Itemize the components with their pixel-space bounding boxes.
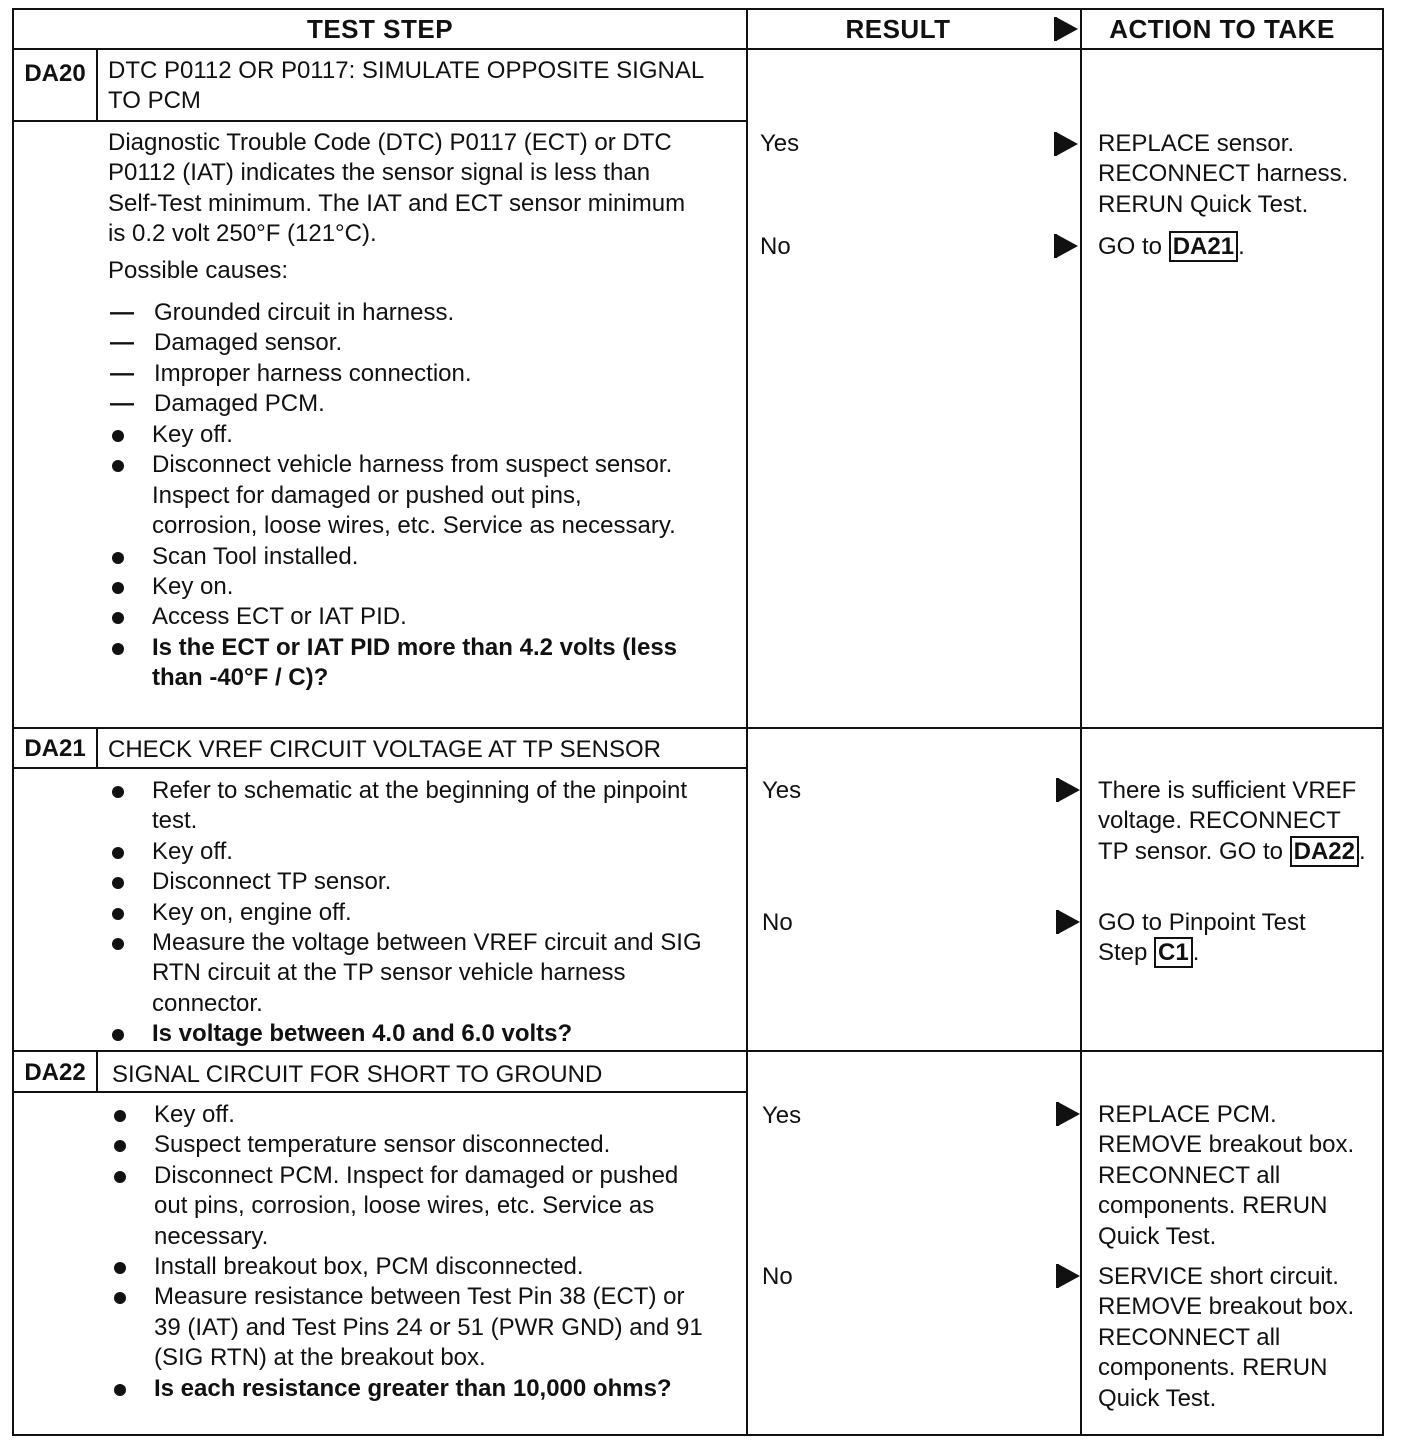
list-item: Access ECT or IAT PID. [108,602,688,632]
list-item: Measure resistance between Test Pin 38 (ECT) or 39 (IAT) and Test Pins 24 or 51 (PWR GND) and 91 (SIG RTN) at the breakout box. [110,1282,710,1373]
list-item: Key on. [108,572,688,602]
bullets-da22 [110,1100,710,1404]
step-reference-link[interactable]: C1 [1154,937,1193,968]
step-title-underline [12,120,748,122]
action-yes-da22: REPLACE PCM. REMOVE breakout box. RECONNECT all components. RERUN Quick Test. [1098,1101,1355,1250]
list-item: Key off. [108,837,708,867]
action-text: . [1238,233,1245,260]
action-text: . [1192,939,1200,967]
step-id-divider [96,1052,98,1092]
action-no-da22: SERVICE short circuit. REMOVE breakout box. RECONNECT all components. RERUN Quick Test. [1098,1263,1355,1412]
result-arrow-icon [1058,778,1080,802]
result-arrow-icon [1058,1102,1080,1126]
step-id-divider [96,50,98,122]
list-item: — Improper harness connection. [110,359,730,389]
list-item: Suspect temperature sensor disconnected. [110,1130,710,1160]
step-id-da20: DA20 [24,60,86,87]
header-test-step: TEST STEP [306,13,454,44]
header-result: RESULT [845,13,951,44]
result-arrow-icon [1058,1264,1080,1288]
result-no-da22: No [762,1263,793,1290]
step-question-da21: Is voltage between 4.0 and 6.0 volts? [108,1019,708,1049]
column-divider-action [1080,8,1082,1436]
step-title-da21: CHECK VREF CIRCUIT VOLTAGE AT TP SENSOR [108,736,662,763]
action-text: GO to [1098,233,1163,260]
list-item: Refer to schematic at the beginning of the pinpoint test. [108,776,708,837]
action-no-da21 [1098,908,1348,969]
step-id-da21: DA21 [24,735,86,762]
action-yes-da21 [1098,776,1368,867]
list-item: Install breakout box, PCM disconnected. [110,1252,710,1282]
list-item: Key on, engine off. [108,898,708,928]
list-item: Disconnect TP sensor. [108,867,708,897]
result-arrow-icon [1058,910,1080,934]
action-text: There is sufficient VREF voltage. RECONNECT TP sensor. GO to [1098,777,1357,865]
action-text: . [1359,837,1366,865]
causes-label-da20: Possible causes: [108,257,289,284]
list-item: Disconnect vehicle harness from suspect sensor. Inspect for damaged or pushed out pins, corrosion, loose wires, etc. Service as necessary. [108,450,688,541]
step-title-da22: SIGNAL CIRCUIT FOR SHORT TO GROUND [112,1061,603,1088]
action-text: GO to Pinpoint Test Step [1098,909,1306,967]
step-id-divider [96,729,98,769]
result-no-da20: No [760,233,791,260]
step-divider [12,727,1384,729]
list-item: — Damaged PCM. [110,389,730,419]
step-divider [12,1050,1384,1052]
list-item: Measure the voltage between VREF circuit and SIG RTN circuit at the TP sensor vehicle harness connector. [108,928,708,1019]
list-item: — Grounded circuit in harness. [110,298,730,328]
step-intro-da20: Diagnostic Trouble Code (DTC) P0117 (ECT) or DTC P0112 (IAT) indicates the sensor signal is less than Self-Test minimum. The IAT and ECT sensor minimum is 0.2 volt 250°F (121°C). [108,129,686,248]
action-yes-da20: REPLACE sensor. RECONNECT harness. RERUN Quick Test. [1098,130,1349,218]
step-question-da20: Is the ECT or IAT PID more than 4.2 volts (less than -40°F / C)? [108,633,688,694]
header-divider [12,48,1384,50]
result-arrow-icon [1056,234,1078,258]
step-title-underline [12,1091,748,1093]
bullets-da20 [108,420,688,694]
step-reference-link[interactable]: DA21 [1169,231,1238,262]
list-item: Scan Tool installed. [108,542,688,572]
result-yes-da22: Yes [762,1102,802,1129]
list-item: — Damaged sensor. [110,328,730,358]
list-item: Key off. [108,420,688,450]
list-item: Disconnect PCM. Inspect for damaged or pushed out pins, corrosion, loose wires, etc. Service as necessary. [110,1161,710,1252]
step-title-da20: DTC P0112 OR P0117: SIMULATE OPPOSITE SIGNAL TO PCM [108,57,704,114]
result-no-da21: No [762,909,793,936]
step-question-da22: Is each resistance greater than 10,000 ohms? [110,1374,710,1404]
result-yes-da20: Yes [760,130,800,157]
result-arrow-icon [1056,132,1078,156]
step-id-da22: DA22 [24,1059,86,1086]
action-no-da20 [1098,232,1378,262]
causes-list-da20 [110,298,730,420]
result-yes-da21: Yes [762,777,802,804]
column-divider-result [746,8,748,1436]
bullets-da21 [108,776,708,1050]
step-reference-link[interactable]: DA22 [1290,836,1359,867]
header-action: ACTION TO TAKE [1109,13,1335,44]
list-item: Key off. [110,1100,710,1130]
header-arrow-icon [1056,17,1078,41]
step-title-underline [12,767,748,769]
